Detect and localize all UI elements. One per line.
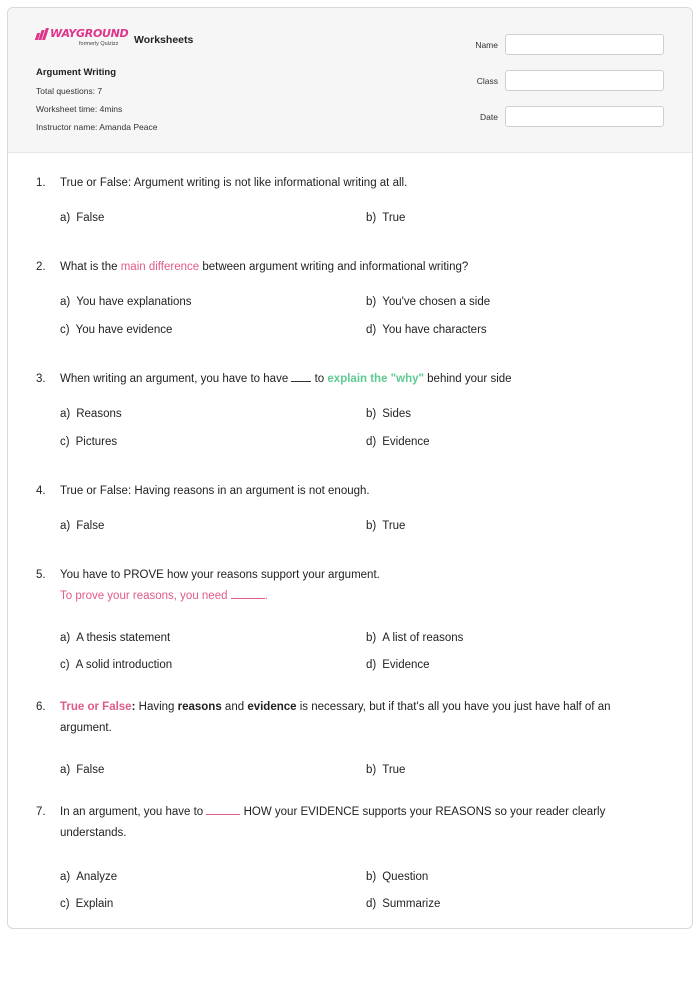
worksheet-title: Argument Writing (36, 67, 117, 78)
highlight-text: True or False (60, 701, 132, 713)
brand-title: Worksheets (134, 34, 194, 46)
question-number: 3. (36, 373, 46, 385)
highlight-text: main difference (120, 261, 200, 273)
option-b[interactable]: b) Sides (366, 408, 412, 420)
question-text: What is the main difference between argument writing and informational writing? (60, 261, 469, 273)
wayground-logo-icon (36, 28, 47, 40)
option-b[interactable]: b) Question (366, 871, 429, 883)
option-a[interactable]: a) False (60, 212, 105, 224)
option-a[interactable]: a) Analyze (60, 871, 118, 883)
logo-text: WAYGROUND (50, 27, 129, 40)
worksheet-header (8, 8, 692, 153)
logo-subtext: formerly Quizizz (79, 41, 119, 47)
option-a[interactable]: a) False (60, 520, 105, 532)
option-a[interactable]: a) Reasons (60, 408, 122, 420)
question-number: 7. (36, 806, 46, 818)
option-b[interactable]: b) A list of reasons (366, 632, 464, 644)
name-input[interactable] (505, 34, 664, 55)
question-number: 2. (36, 261, 46, 273)
option-d[interactable]: d) Summarize (366, 898, 441, 910)
date-input[interactable] (505, 106, 664, 127)
question-number: 1. (36, 177, 46, 189)
option-c[interactable]: c) Explain (60, 898, 114, 910)
option-a[interactable]: a) A thesis statement (60, 632, 171, 644)
option-a[interactable]: a) False (60, 764, 105, 776)
class-input[interactable] (505, 70, 664, 91)
question-number: 5. (36, 569, 46, 581)
option-d[interactable]: d) You have characters (366, 324, 487, 336)
option-b[interactable]: b) You've chosen a side (366, 296, 491, 308)
option-d[interactable]: d) Evidence (366, 659, 430, 671)
question-text: You have to PROVE how your reasons support your argument. To prove your reasons, you need . (60, 569, 380, 602)
date-field-row (448, 106, 664, 127)
highlight-text: explain the "why" (327, 373, 424, 385)
brand-logo (36, 28, 128, 47)
question-text: When writing an argument, you have to have to explain the "why" behind your side (60, 369, 650, 390)
option-a[interactable]: a) You have explanations (60, 296, 192, 308)
answer-blank (231, 587, 265, 599)
question-number: 4. (36, 485, 46, 497)
name-label: Name (475, 39, 498, 50)
class-label: Class (476, 75, 498, 86)
option-b[interactable]: b) True (366, 520, 406, 532)
question-text: True or False: Argument writing is not like informational writing at all. (60, 177, 408, 189)
worksheet-meta (36, 67, 157, 140)
option-b[interactable]: b) True (366, 764, 406, 776)
question-text: In an argument, you have to HOW your EVIDENCE supports your REASONS so your reader clearly understands. (60, 802, 650, 844)
question-text: True or False: Having reasons and evidence is necessary, but if that's all you have you just have half of an argument. (60, 701, 611, 734)
option-c[interactable]: c) Pictures (60, 436, 118, 448)
option-b[interactable]: b) True (366, 212, 406, 224)
highlight-text: To prove your reasons, you need . (60, 590, 268, 602)
option-c[interactable]: c) A solid introduction (60, 659, 173, 671)
answer-blank (291, 370, 311, 382)
worksheet-page (7, 7, 693, 929)
name-field-row (448, 34, 664, 55)
question-text: True or False: Having reasons in an argument is not enough. (60, 485, 370, 497)
question-number: 6. (36, 701, 46, 713)
option-d[interactable]: d) Evidence (366, 436, 430, 448)
answer-blank (206, 803, 240, 815)
total-questions: Total questions: 7 (36, 86, 103, 96)
class-field-row (448, 70, 664, 91)
option-c[interactable]: c) You have evidence (60, 324, 173, 336)
worksheet-time: Worksheet time: 4mins (36, 104, 123, 114)
instructor-name: Instructor name: Amanda Peace (36, 122, 158, 132)
date-label: Date (480, 111, 498, 122)
